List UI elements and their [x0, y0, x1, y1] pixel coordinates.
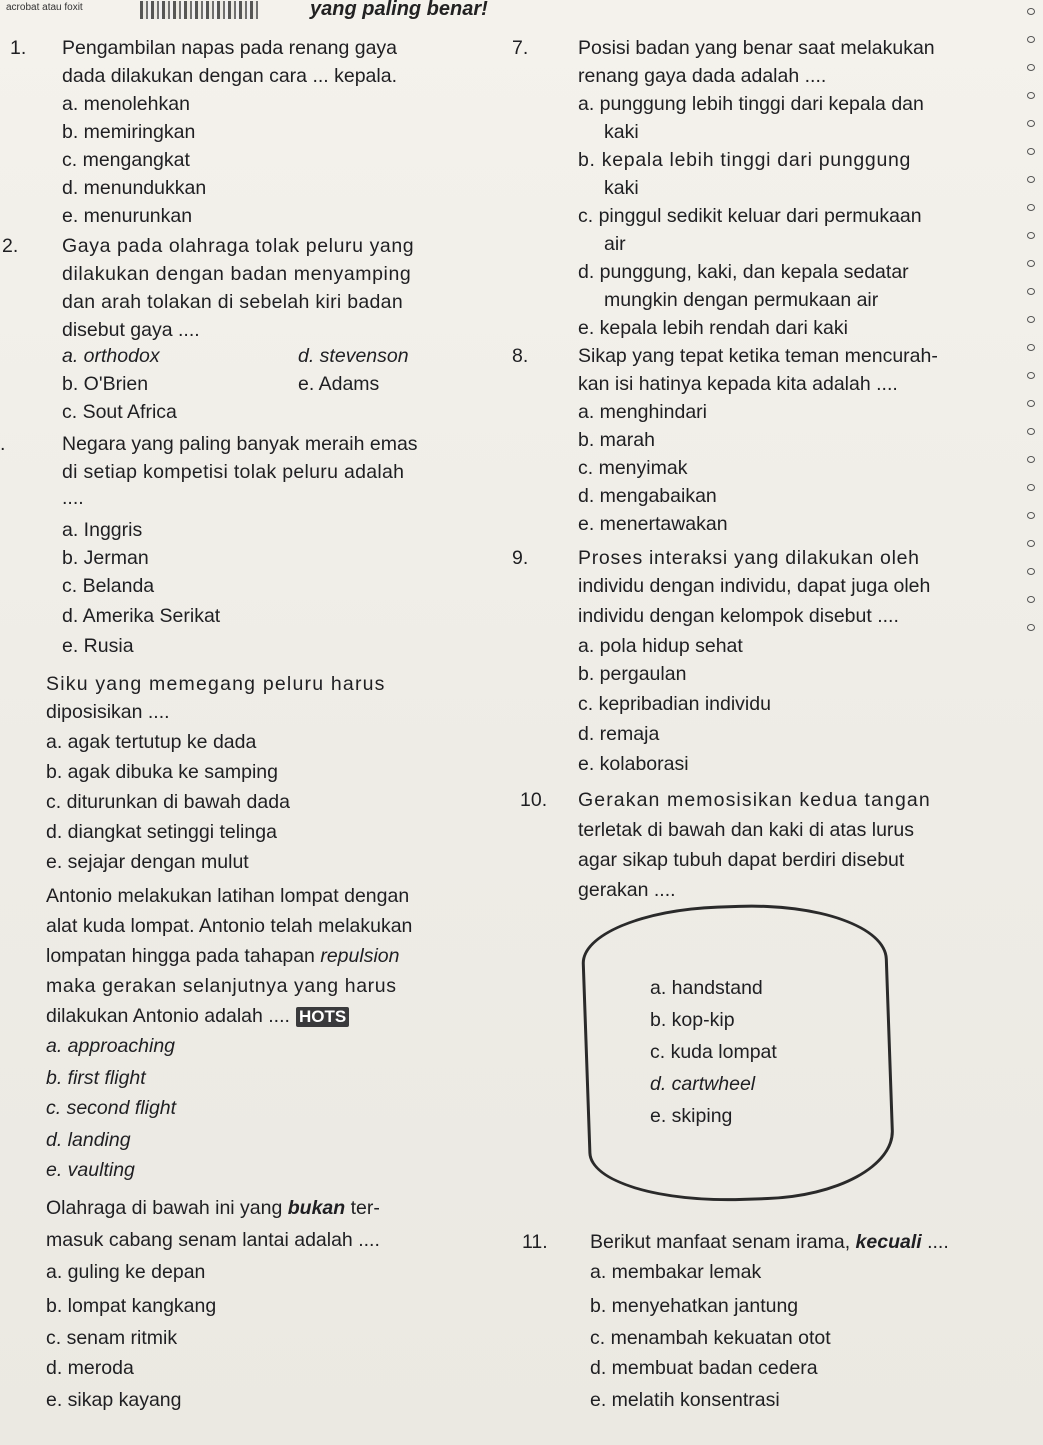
q2-option: d. stevenson — [298, 345, 409, 367]
q9-option: b. pergaulan — [578, 663, 687, 685]
q4-option: a. agak tertutup ke dada — [46, 731, 257, 753]
hole-icon — [1027, 148, 1035, 155]
q5-text-line — [46, 1004, 349, 1028]
q10-text-line: agar sikap tubuh dapat berdiri disebut — [578, 849, 905, 871]
q5-option: a. approaching — [46, 1035, 176, 1057]
hole-icon — [1027, 484, 1035, 491]
q1-text-line: Pengambilan napas pada renang gaya — [62, 37, 398, 59]
q7-option-cont: air — [604, 233, 626, 255]
q2-text-line: disebut gaya .... — [62, 319, 200, 341]
q6-option: c. senam ritmik — [46, 1327, 178, 1349]
q10-option: c. kuda lompat — [650, 1041, 777, 1063]
q7-option: a. punggung lebih tinggi dari kepala dan — [578, 93, 924, 115]
hole-icon — [1027, 288, 1035, 295]
q3-number: . — [0, 433, 6, 455]
hole-icon — [1027, 260, 1035, 267]
q4-option: b. agak dibuka ke samping — [46, 761, 278, 783]
q4-text-line: diposisikan .... — [46, 701, 170, 723]
q7-option-cont: kaki — [604, 121, 639, 143]
q2-option: c. Sout Africa — [62, 401, 177, 423]
hole-icon — [1027, 120, 1035, 127]
hole-icon — [1027, 176, 1035, 183]
q2-text-line: Gaya pada olahraga tolak peluru yang — [62, 235, 415, 257]
q7-option-cont: kaki — [604, 177, 639, 199]
q2-option: e. Adams — [298, 373, 380, 395]
q7-option: e. kepala lebih rendah dari kaki — [578, 317, 848, 339]
q11-text-part: Berikut manfaat senam irama, — [590, 1231, 856, 1253]
hole-icon — [1027, 92, 1035, 99]
q1-text-line: dada dilakukan dengan cara ... kepala. — [62, 65, 397, 87]
q3-option: e. Rusia — [62, 635, 134, 657]
q11-text-part: .... — [921, 1231, 949, 1253]
q9-number: 9. — [512, 547, 529, 569]
page-heading: yang paling benar! — [310, 0, 488, 20]
q11-option: d. membuat badan cedera — [590, 1357, 818, 1379]
q2-option: b. O'Brien — [62, 373, 149, 395]
q6-option: b. lompat kangkang — [46, 1295, 217, 1317]
hole-icon — [1027, 204, 1035, 211]
q6-text-part: Olahraga di bawah ini yang — [46, 1197, 288, 1219]
q9-option: a. pola hidup sehat — [578, 635, 743, 657]
q9-text-line: individu dengan individu, dapat juga oleh — [578, 575, 931, 597]
q10-text-line: Gerakan memosisikan kedua tangan — [578, 789, 931, 811]
q6-text-part: ter- — [345, 1197, 380, 1219]
q5-text-line: Antonio melakukan latihan lompat dengan — [46, 885, 410, 907]
q10-text-line: terletak di bawah dan kaki di atas lurus — [578, 819, 915, 841]
q11-number: 11. — [522, 1231, 548, 1253]
hole-icon — [1027, 596, 1035, 603]
q6-text-line — [46, 1196, 380, 1220]
hole-icon — [1027, 624, 1035, 631]
q5-option: c. second flight — [46, 1097, 177, 1119]
binder-holes — [1015, 8, 1035, 648]
q1-number: 1. — [10, 37, 27, 59]
q5-option: b. first flight — [46, 1067, 146, 1089]
q11-text-line — [590, 1230, 949, 1254]
q3-option: b. Jerman — [62, 547, 149, 569]
q3-text-line: .... — [62, 487, 84, 509]
q9-text-line: Proses interaksi yang dilakukan oleh — [578, 547, 920, 569]
hole-icon — [1027, 512, 1035, 519]
q3-text-line: di setiap kompetisi tolak peluru adalah — [62, 461, 405, 483]
corner-note: acrobat atau foxit — [6, 2, 83, 13]
q6-emphasis: bukan — [287, 1197, 346, 1219]
q8-option: e. menertawakan — [578, 513, 728, 535]
q5-option: e. vaulting — [46, 1159, 135, 1181]
q7-text-line: renang gaya dada adalah .... — [578, 65, 827, 87]
q1-option: c. mengangkat — [62, 149, 190, 171]
q2-text-line: dan arah tolakan di sebelah kiri badan — [62, 291, 403, 313]
hole-icon — [1027, 64, 1035, 71]
q7-number: 7. — [512, 37, 529, 59]
q9-option: e. kolaborasi — [578, 753, 689, 775]
hole-icon — [1027, 232, 1035, 239]
q10-option — [650, 976, 763, 1000]
q6-option: a. guling ke depan — [46, 1261, 206, 1283]
top-strip — [0, 0, 1043, 22]
q9-text-line: individu dengan kelompok disebut .... — [578, 605, 899, 627]
q1-option: a. menolehkan — [62, 93, 190, 115]
q3-option: d. Amerika Serikat — [62, 605, 221, 627]
q8-option: c. menyimak — [578, 457, 688, 479]
hole-icon — [1027, 36, 1035, 43]
q11-option: b. menyehatkan jantung — [590, 1295, 799, 1317]
q9-option: d. remaja — [578, 723, 660, 745]
q1-option: e. menurunkan — [62, 205, 193, 227]
q5-option: d. landing — [46, 1129, 131, 1151]
q10-number: 10. — [520, 789, 548, 811]
hole-icon — [1027, 540, 1035, 547]
q5-text-part: lompatan hingga pada tahapan — [46, 945, 321, 967]
q11-option: c. menambah kekuatan otot — [590, 1327, 831, 1349]
q5-term-repulsion: repulsion — [320, 945, 400, 967]
q10-option: d. cartwheel — [650, 1073, 756, 1095]
q8-text-line: kan isi hatinya kepada kita adalah .... — [578, 373, 898, 395]
q10-text-line: gerakan .... — [578, 879, 676, 901]
q10-option-text: a. handstand — [650, 977, 763, 999]
q8-option: b. marah — [578, 429, 655, 451]
hole-icon — [1027, 372, 1035, 379]
hole-icon — [1027, 568, 1035, 575]
q8-number: 8. — [512, 345, 529, 367]
q2-option: a. orthodox — [62, 345, 160, 367]
q8-text-line: Sikap yang tepat ketika teman mencurah- — [578, 345, 938, 367]
q8-option: d. mengabaikan — [578, 485, 717, 507]
q3-option: c. Belanda — [62, 575, 155, 597]
q3-text-line: Negara yang paling banyak meraih emas — [62, 433, 418, 455]
q5-text-part: dilakukan Antonio adalah .... — [46, 1005, 290, 1027]
q11-option: e. melatih konsentrasi — [590, 1389, 780, 1411]
hole-icon — [1027, 400, 1035, 407]
q10-option: e. skiping — [650, 1105, 733, 1127]
q8-option: a. menghindari — [578, 401, 707, 423]
q11-option: a. membakar lemak — [590, 1261, 762, 1283]
q7-option: c. pinggul sedikit keluar dari permukaan — [578, 205, 922, 227]
hole-icon — [1027, 316, 1035, 323]
q7-option: b. kepala lebih tinggi dari punggung — [578, 149, 912, 171]
q2-text-line: dilakukan dengan badan menyamping — [62, 263, 412, 285]
q9-option: c. kepribadian individu — [578, 693, 771, 715]
q6-text-line: masuk cabang senam lantai adalah .... — [46, 1229, 380, 1251]
q1-option: b. memiringkan — [62, 121, 196, 143]
q11-emphasis: kecuali — [855, 1231, 922, 1253]
q2-number: 2. — [2, 235, 19, 257]
barcode-strip — [140, 1, 258, 19]
q10-option: b. kop-kip — [650, 1009, 735, 1031]
hole-icon — [1027, 8, 1035, 15]
q5-text-line — [46, 944, 399, 968]
q6-option: e. sikap kayang — [46, 1389, 182, 1411]
hots-badge: HOTS — [296, 1007, 349, 1027]
q5-text-line: maka gerakan selanjutnya yang harus — [46, 975, 397, 997]
q7-text-line: Posisi badan yang benar saat melakukan — [578, 37, 935, 59]
q4-option: e. sejajar dengan mulut — [46, 851, 249, 873]
q4-text-line: Siku yang memegang peluru harus — [46, 673, 386, 695]
q1-option: d. menundukkan — [62, 177, 207, 199]
q3-option: a. Inggris — [62, 519, 143, 541]
q5-text-line: alat kuda lompat. Antonio telah melakukan — [46, 915, 413, 937]
q4-option: c. diturunkan di bawah dada — [46, 791, 290, 813]
q7-option-cont: mungkin dengan permukaan air — [604, 289, 879, 311]
q4-option: d. diangkat setinggi telinga — [46, 821, 277, 843]
hole-icon — [1027, 344, 1035, 351]
hole-icon — [1027, 428, 1035, 435]
q6-option: d. meroda — [46, 1357, 134, 1379]
q7-option: d. punggung, kaki, dan kepala sedatar — [578, 261, 909, 283]
hole-icon — [1027, 456, 1035, 463]
